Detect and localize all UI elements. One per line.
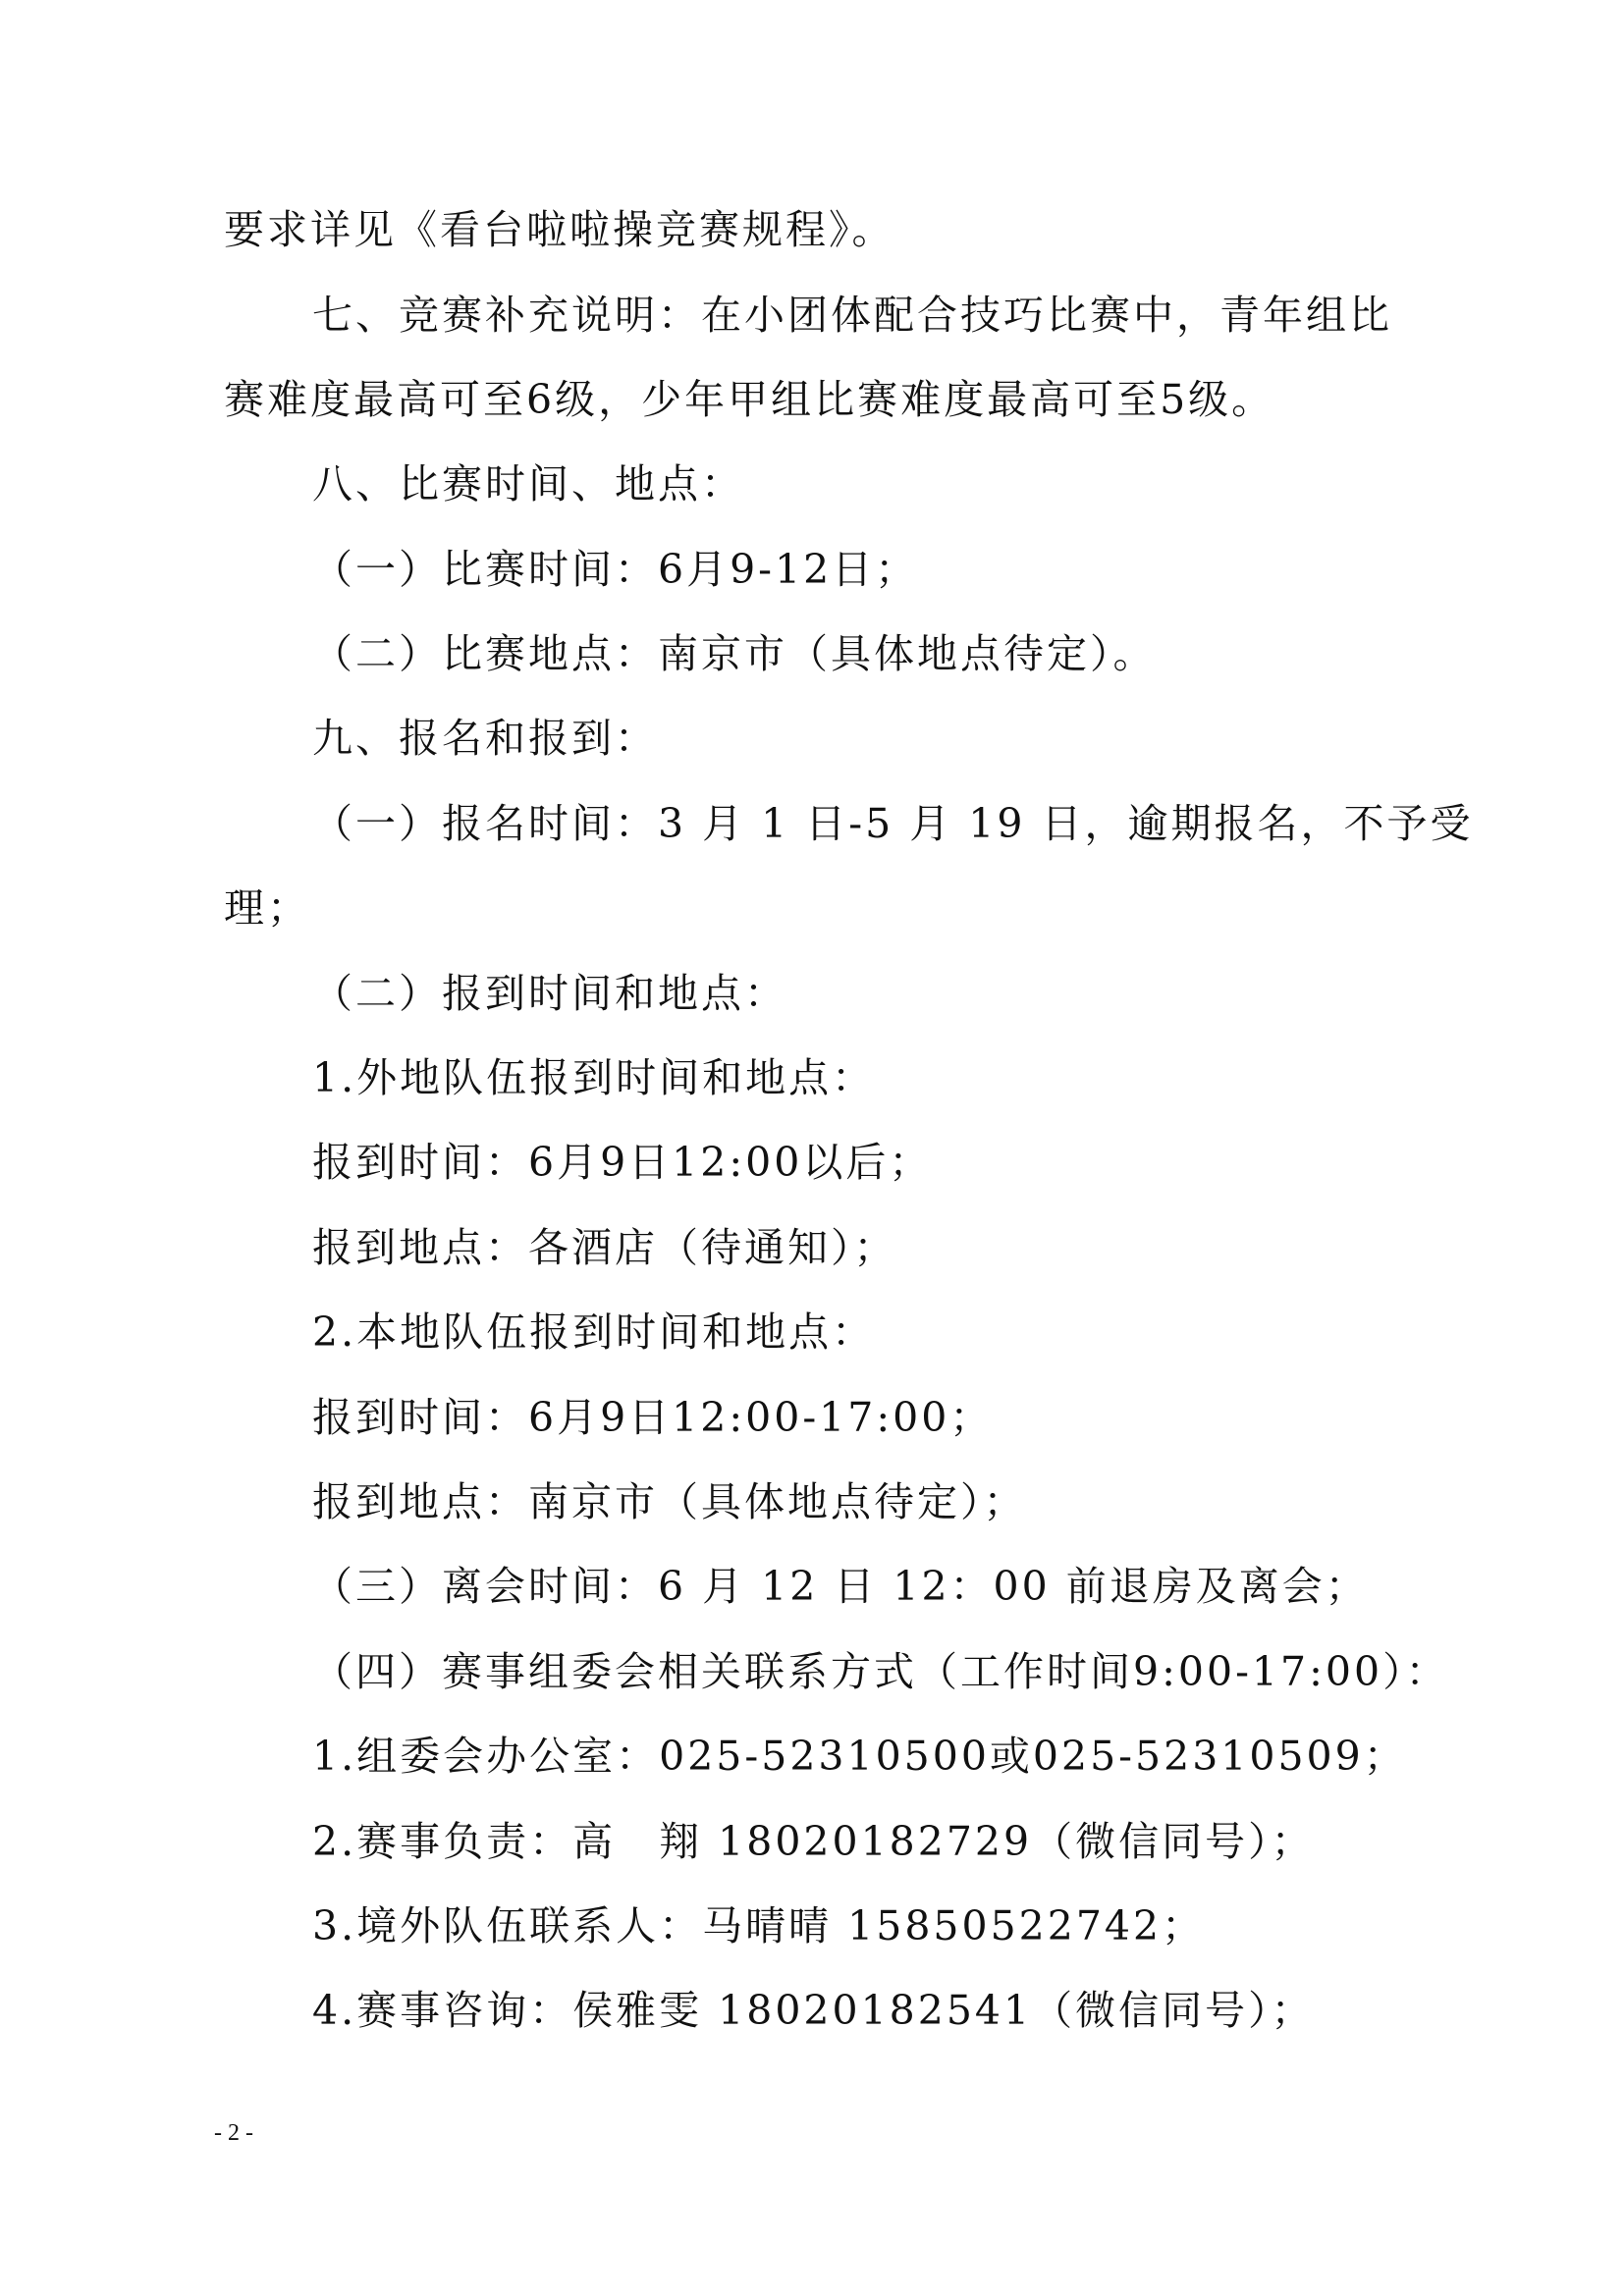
text-line-3: 赛难度最高可至6级，少年甲组比赛难度最高可至5级。 bbox=[224, 376, 1275, 423]
text-line-18: （四）赛事组委会相关联系方式（工作时间9:00-17:00）： bbox=[312, 1648, 1449, 1695]
text-line-9: 理； bbox=[224, 884, 310, 932]
text-line-4: 八、比赛时间、地点： bbox=[312, 460, 744, 507]
text-line-21: 3.境外队伍联系人：马晴晴 15850522742； bbox=[312, 1902, 1206, 1949]
text-line-15: 报到时间：6月9日12:00-17:00； bbox=[312, 1394, 994, 1441]
text-line-16: 报到地点：南京市（具体地点待定）； bbox=[312, 1478, 1027, 1525]
text-line-2: 七、竞赛补充说明：在小团体配合技巧比赛中，青年组比 bbox=[312, 292, 1392, 339]
text-line-7: 九、报名和报到： bbox=[312, 715, 658, 762]
text-line-1: 要求详见《看台啦啦操竞赛规程》。 bbox=[224, 206, 895, 253]
text-line-11: 1.外地队伍报到时间和地点： bbox=[312, 1054, 876, 1101]
page-number: - 2 - bbox=[214, 2120, 253, 2146]
text-line-8: （一）报名时间：3 月 1 日-5 月 19 日，逾期报名，不予受 bbox=[312, 800, 1474, 847]
text-line-13: 报到地点：各酒店（待通知）； bbox=[312, 1224, 897, 1271]
text-line-20: 2.赛事负责：高 翔 18020182729（微信同号）； bbox=[312, 1818, 1315, 1865]
text-line-10: （二）报到时间和地点： bbox=[312, 970, 787, 1017]
text-line-17: （三）离会时间：6 月 12 日 12：00 前退房及离会； bbox=[312, 1563, 1369, 1610]
text-line-6: （二）比赛地点：南京市（具体地点待定）。 bbox=[312, 630, 1157, 677]
text-line-5: （一）比赛时间：6月9-12日； bbox=[312, 546, 919, 593]
text-line-22: 4.赛事咨询：侯雅雯 18020182541（微信同号）； bbox=[312, 1987, 1315, 2034]
text-line-14: 2.本地队伍报到时间和地点： bbox=[312, 1308, 876, 1356]
text-line-19: 1.组委会办公室：025-52310500或025-52310509； bbox=[312, 1733, 1407, 1780]
text-line-12: 报到时间：6月9日12:00以后； bbox=[312, 1139, 933, 1186]
